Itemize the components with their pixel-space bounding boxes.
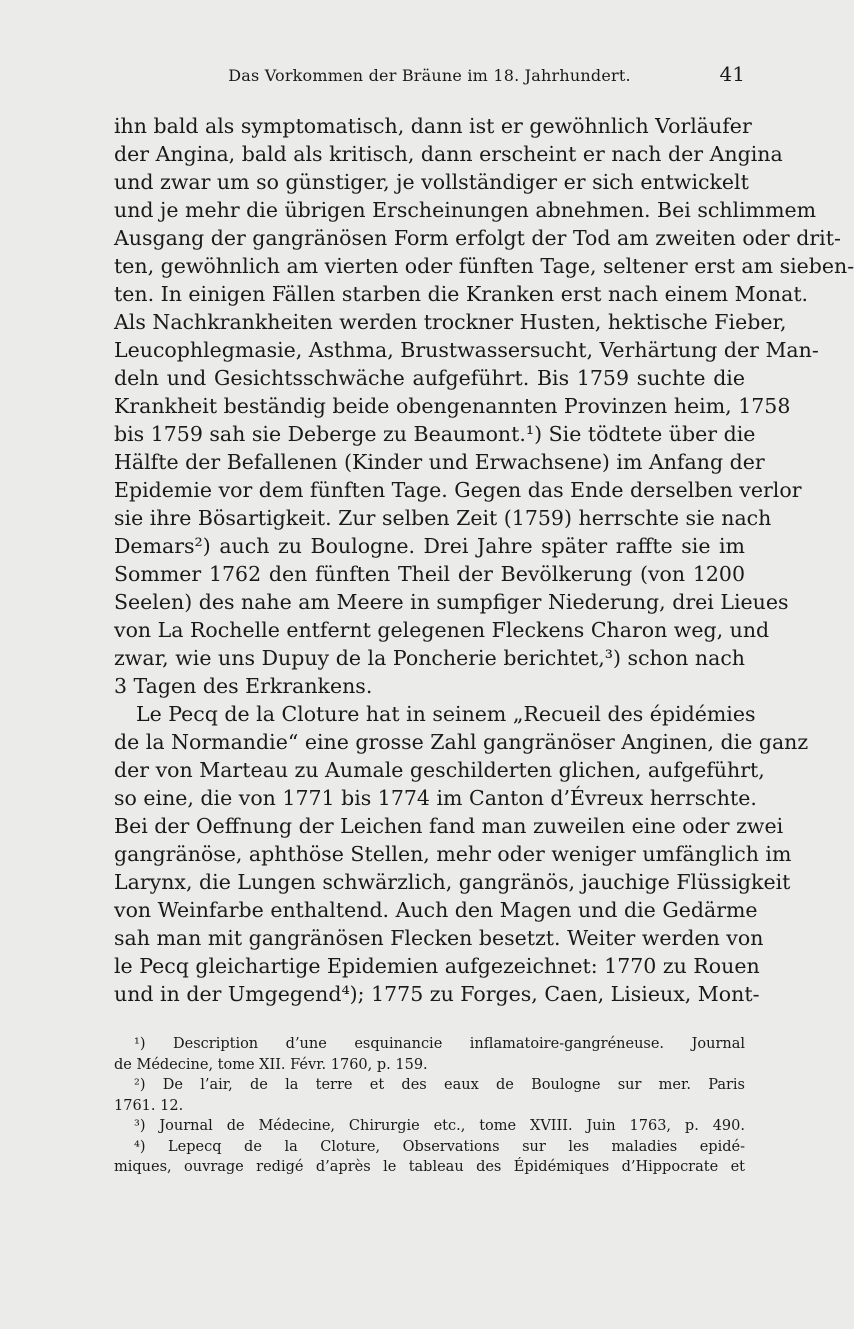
text-line: de la Normandie“ eine grosse Zahl gangränöser Anginen, die ganz	[114, 730, 809, 754]
text-line: Hälfte der Befallenen (Kinder und Erwachsene) im Anfang der	[114, 450, 765, 474]
text-line: Sommer 1762 den fünften Theil der Bevölkerung (von 1200	[114, 562, 745, 586]
text-line: so eine, die von 1771 bis 1774 im Canton d’Évreux herrschte.	[114, 786, 757, 810]
footnote-line: ¹) Description d’une esquinancie inflamatoire-gangréneuse. Journal	[134, 1036, 745, 1052]
text-line: ihn bald als symptomatisch, dann ist er gewöhnlich Vorläufer	[114, 114, 752, 138]
text-line: der von Marteau zu Aumale geschilderten glichen, aufgeführt,	[114, 758, 765, 782]
text-line: Leucophlegmasie, Asthma, Brustwassersucht, Verhärtung der Man-	[114, 338, 819, 362]
text-line: ten. In einigen Fällen starben die Kranken erst nach einem Monat.	[114, 282, 809, 306]
text-line: Demars²) auch zu Boulogne. Drei Jahre später raffte sie im	[114, 534, 745, 558]
text-line: und in der Umgegend⁴); 1775 zu Forges, Caen, Lisieux, Mont-	[114, 982, 760, 1006]
text-line: 3 Tagen des Erkrankens.	[114, 674, 373, 698]
text-line: Krankheit beständig beide obengenannten Provinzen heim, 1758	[114, 394, 791, 418]
text-line: zwar, wie uns Dupuy de la Poncherie berichtet,³) schon nach	[114, 646, 745, 670]
footnotes	[114, 1034, 745, 1178]
text-line: bis 1759 sah sie Deberge zu Beaumont.¹) Sie tödtete über die	[114, 422, 756, 446]
text-line: von La Rochelle entfernt gelegenen Fleckens Charon weg, und	[114, 618, 770, 642]
text-line: Bei der Oeffnung der Leichen fand man zuweilen eine oder zwei	[114, 814, 784, 838]
page-header	[114, 0, 745, 98]
text-line: Ausgang der gangränösen Form erfolgt der Tod am zweiten oder drit-	[114, 226, 841, 250]
text-line: und je mehr die übrigen Erscheinungen abnehmen. Bei schlimmem	[114, 198, 817, 222]
running-head: Das Vorkommen der Bräune im 18. Jahrhundert.	[228, 66, 631, 85]
text-line: Epidemie vor dem fünften Tage. Gegen das Ende derselben verlor	[114, 478, 802, 502]
text-line: sah man mit gangränösen Flecken besetzt. Weiter werden von	[114, 926, 764, 950]
text-line: Larynx, die Lungen schwärzlich, gangränös, jauchige Flüssigkeit	[114, 870, 791, 894]
footnote-line: ³) Journal de Médecine, Chirurgie etc., tome XVIII. Juin 1763, p. 490.	[134, 1118, 745, 1134]
footnote-line: de Médecine, tome XII. Févr. 1760, p. 159.	[114, 1056, 428, 1073]
text-line: le Pecq gleichartige Epidemien aufgezeichnet: 1770 zu Rouen	[114, 954, 760, 978]
text-line: deln und Gesichtsschwäche aufgeführt. Bis 1759 suchte die	[114, 366, 745, 390]
text-line: von Weinfarbe enthaltend. Auch den Magen und die Gedärme	[114, 898, 758, 922]
text-line: ten, gewöhnlich am vierten oder fünften Tage, seltener erst am sieben-	[114, 254, 854, 278]
text-line: Als Nachkrankheiten werden trockner Husten, hektische Fieber,	[114, 310, 787, 334]
footnote-line: ²) De l’air, de la terre et des eaux de Boulogne sur mer. Paris	[134, 1077, 745, 1093]
main-text	[114, 112, 854, 1008]
text-line: Le Pecq de la Cloture hat in seinem „Recueil des épidémies	[136, 702, 756, 726]
text-line: Seelen) des nahe am Meere in sumpfiger Niederung, drei Lieues	[114, 590, 789, 614]
text-line: der Angina, bald als kritisch, dann erscheint er nach der Angina	[114, 142, 783, 166]
footnote-line: 1761. 12.	[114, 1097, 184, 1114]
footnote-line: miques, ouvrage redigé d’après le tableau des Épidémiques d’Hippocrate et	[114, 1159, 745, 1175]
page-number: 41	[719, 62, 745, 86]
text-line: sie ihre Bösartigkeit. Zur selben Zeit (1759) herrschte sie nach	[114, 506, 772, 530]
text-line: und zwar um so günstiger, je vollständiger er sich entwickelt	[114, 170, 749, 194]
footnote-line: ⁴) Lepecq de la Cloture, Observations sur les maladies epidé-	[134, 1138, 745, 1155]
text-line: gangränöse, aphthöse Stellen, mehr oder weniger umfänglich im	[114, 842, 792, 866]
